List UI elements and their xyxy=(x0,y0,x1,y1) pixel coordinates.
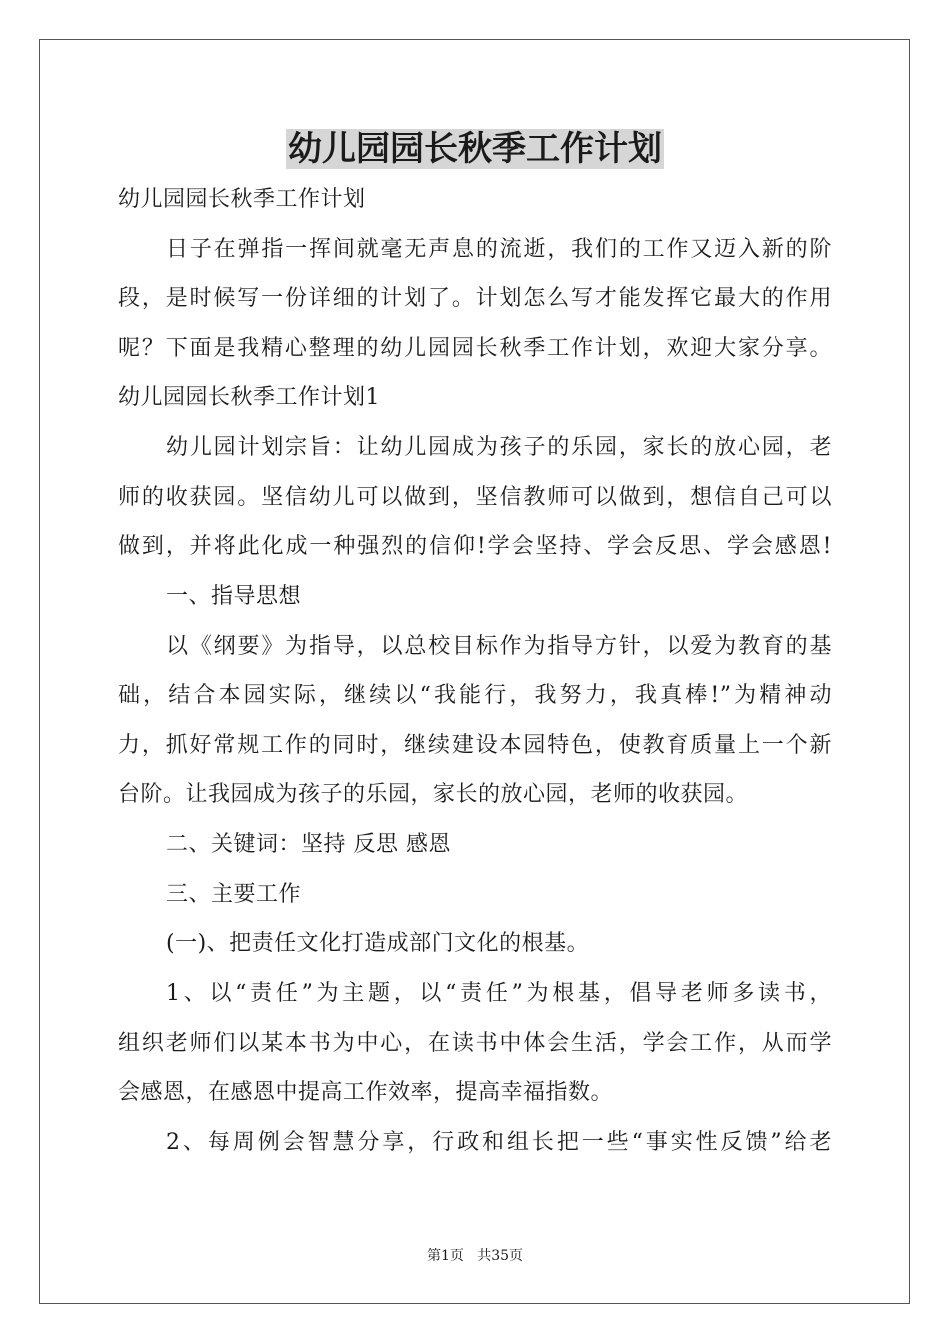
paragraph-line: 台阶。让我园成为孩子的乐园，家长的放心园，老师的收获园。 xyxy=(118,782,749,807)
paragraph-line: 力，抓好常规工作的同时，继续建设本园特色，使教育质量上一个新 xyxy=(118,733,832,758)
document-title-text: 幼儿园园长秋季工作计划 xyxy=(288,129,662,169)
section-heading: 三、主要工作 xyxy=(166,882,302,907)
paragraph-line: 幼儿园计划宗旨：让幼儿园成为孩子的乐园，家长的放心园，老 xyxy=(166,435,832,460)
subsection-heading: (一)、把责任文化打造成部门文化的根基。 xyxy=(166,931,590,956)
paragraph-line: 以《纲要》为指导，以总校目标作为指导方针，以爱为教育的基 xyxy=(166,634,832,659)
paragraph-line: 日子在弹指一挥间就毫无声息的流逝，我们的工作又迈入新的阶 xyxy=(166,237,832,262)
paragraph-line: 会感恩，在感恩中提高工作效率，提高幸福指数。 xyxy=(118,1080,614,1105)
paragraph-line: 1、以“责任”为主题，以“责任”为根基，倡导老师多读书， xyxy=(166,981,832,1006)
paragraph-line: 师的收获园。坚信幼儿可以做到，坚信教师可以做到，想信自己可以 xyxy=(118,485,832,510)
section-heading: 一、指导思想 xyxy=(166,584,302,609)
paragraph-line: 组织老师们以某本书为中心，在读书中体会生活，学会工作，从而学 xyxy=(118,1031,832,1056)
section-heading: 二、关键词：坚持 反思 感恩 xyxy=(166,832,451,857)
section-heading: 幼儿园园长秋季工作计划1 xyxy=(118,385,380,410)
paragraph-line: 2、每周例会智慧分享，行政和组长把一些“事实性反馈”给老 xyxy=(166,1130,832,1155)
paragraph-line: 做到，并将此化成一种强烈的信仰!学会坚持、学会反思、学会感恩! xyxy=(118,534,832,559)
document-title xyxy=(0,126,950,172)
page-border xyxy=(39,39,910,1304)
page-footer: 第1页 共35页 xyxy=(426,1248,524,1264)
paragraph-line: 呢？下面是我精心整理的幼儿园园长秋季工作计划，欢迎大家分享。 xyxy=(118,336,832,361)
subtitle-line: 幼儿园园长秋季工作计划 xyxy=(118,187,366,212)
paragraph-line: 础，结合本园实际，继续以“我能行，我努力，我真棒!”为精神动 xyxy=(118,683,832,708)
paragraph-line: 段，是时候写一份详细的计划了。计划怎么写才能发挥它最大的作用 xyxy=(118,286,832,311)
